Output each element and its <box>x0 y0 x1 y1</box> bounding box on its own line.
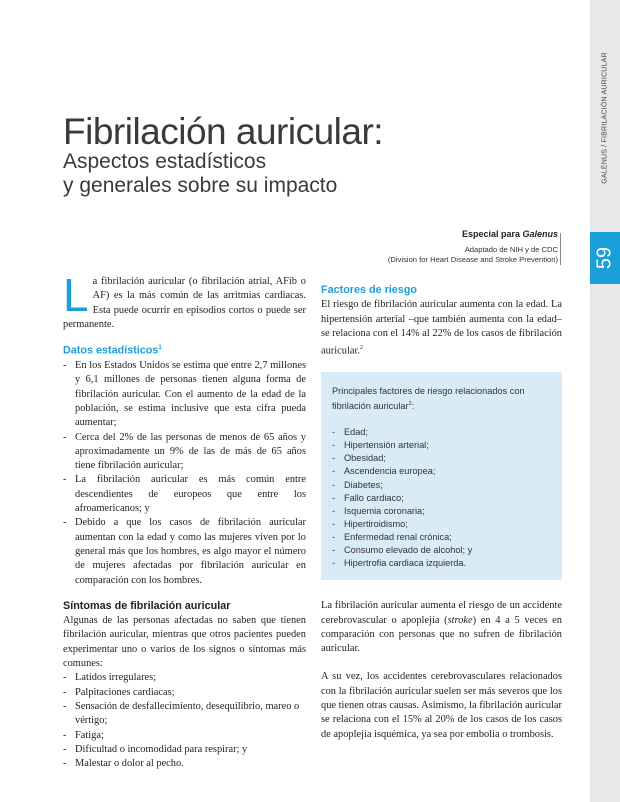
left-column <box>63 269 306 771</box>
byline-brand: Galenus <box>522 229 558 239</box>
stats-heading-text: Datos estadísticos <box>63 344 159 357</box>
stats-heading-sup: 1 <box>158 345 162 352</box>
byline-rule <box>560 233 561 265</box>
list-item: - Fallo cardiaco; <box>332 492 551 505</box>
list-item: - Palpitaciones cardiacas; <box>63 686 306 700</box>
byline-special <box>388 229 558 239</box>
byline-adapted-line-2: (Division for Heart Disease and Stroke Prevention) <box>387 255 558 264</box>
list-item: - La fibrilación auricular es más común entre descendientes de europeos que entre los afroamericanos; y <box>63 473 306 516</box>
risk-box-intro <box>332 385 551 413</box>
list-item: - Edad; <box>332 426 551 439</box>
stroke-text-italic: stroke <box>447 614 473 626</box>
drop-cap: L <box>63 269 89 321</box>
sidebar <box>590 0 620 802</box>
intro-paragraph <box>63 269 306 332</box>
list-item: - Ascendencia europea; <box>332 465 551 478</box>
final-paragraph: A su vez, los accidentes cerebrovasculares relacionados con la fibrilación auricular suelen ser más severos que los que tienen otras causas. Asimismo, la fibrilación auricular se relaciona con el 15% al 20% de los casos de los casos de apoplejía isquémica, ya sea por embolia o trombosis. <box>321 671 562 740</box>
list-item: - Hipertiroidismo; <box>332 518 551 531</box>
list-item: - Diabetes; <box>332 479 551 492</box>
list-item: - Malestar o dolor al pecho. <box>63 757 306 771</box>
list-item: - Consumo elevado de alcohol; y <box>332 544 551 557</box>
symptoms-heading: Síntomas de fibrilación auricular <box>63 599 231 612</box>
byline <box>388 229 558 265</box>
list-item: - Latidos irregulares; <box>63 671 306 685</box>
list-item: - Obesidad; <box>332 452 551 465</box>
list-item: - Isquemia coronaria; <box>332 505 551 518</box>
stroke-paragraph <box>321 599 562 656</box>
risk-box-intro-sup: 2 <box>408 401 412 408</box>
risk-text: El riesgo de fibrilación auricular aumenta con la edad. La hipertensión arterial –que también aumenta con la edad– se relaciona con el 14% al 22% de los casos de fibrilación auricular. <box>321 299 562 357</box>
sidebar-label: GALENUS / FIBRILACIÓN AURICULAR <box>601 52 609 184</box>
byline-adapted <box>388 245 558 265</box>
byline-prefix: Especial para <box>461 229 523 239</box>
subtitle-line-2: y generales sobre su impacto <box>63 174 338 197</box>
stats-heading <box>63 341 306 358</box>
list-item: - Enfermedad renal crónica; <box>332 531 551 544</box>
list-item: - Sensación de desfallecimiento, desequilibrio, mareo o vértigo; <box>63 700 306 729</box>
page-title: Fibrilación auricular: <box>63 111 384 152</box>
page-number-block <box>590 232 620 284</box>
risk-box-intro-colon: : <box>411 401 415 412</box>
page-number: 59 <box>593 246 616 270</box>
list-item: - Debido a que los casos de fibrilación auricular aumentan con la edad y como las mujeres viven por lo general más que los hombres, es algo mayor el número de mujeres afectadas por fibrilación auricular en comparación con los hombres. <box>63 516 306 587</box>
stroke-text-before: La fibrilación auricular aumenta el riesgo de un accidente cerebrovascular o apoplejía ( <box>321 600 562 626</box>
stats-list <box>63 359 306 588</box>
risk-heading: Factores de riesgo <box>321 284 418 296</box>
risk-box-intro-text: Principales factores de riesgo relacionados con fibrilación auricular <box>332 385 525 412</box>
byline-adapted-line-1: Adaptado de NIH y de CDC <box>464 245 558 254</box>
risk-paragraph <box>321 298 562 359</box>
risk-factors-list <box>332 426 551 570</box>
risk-factors-box <box>321 372 562 580</box>
symptoms-intro: Algunas de las personas afectadas no saben que tienen fibrilación auricular, mientras que otros pacientes pueden experimentar uno o varios de los signos o síntomas más comunes: <box>63 615 306 670</box>
list-item: - En los Estados Unidos se estima que entre 2,7 millones y 6,1 millones de personas tienen alguna forma de fibrilación auricular. Con el aumento de la edad de la población, se estima inclusive que esta cifra pueda aumentar; <box>63 359 306 430</box>
intro-text: a fibrilación auricular (o fibrilación atrial, AFib o AF) es la más común de las arritmias cardiacas. Esta puede ocurrir en episodios cortos o puede ser permanente. <box>63 276 306 330</box>
sidebar-strip <box>590 0 620 190</box>
list-item: - Dificultad o incomodidad para respirar; y <box>63 743 306 757</box>
risk-text-sup: 2 <box>359 345 363 352</box>
list-item: - Cerca del 2% de las personas de menos de 65 años y aproximadamente un 9% de las de más de 65 años tiene fibrilación auricular; <box>63 431 306 474</box>
symptoms-list <box>63 671 306 771</box>
list-item: - Fatiga; <box>63 729 306 743</box>
list-item: - Hipertrofia cardiaca izquierda. <box>332 557 551 570</box>
list-item: - Hipertensión arterial; <box>332 439 551 452</box>
page-subtitle <box>63 150 337 198</box>
stroke-text-after: ) en 4 a 5 veces en comparación con personas que no sufren de fibrilación auricular. <box>321 614 562 655</box>
right-column <box>321 283 562 742</box>
subtitle-line-1: Aspectos estadísticos <box>63 150 267 173</box>
